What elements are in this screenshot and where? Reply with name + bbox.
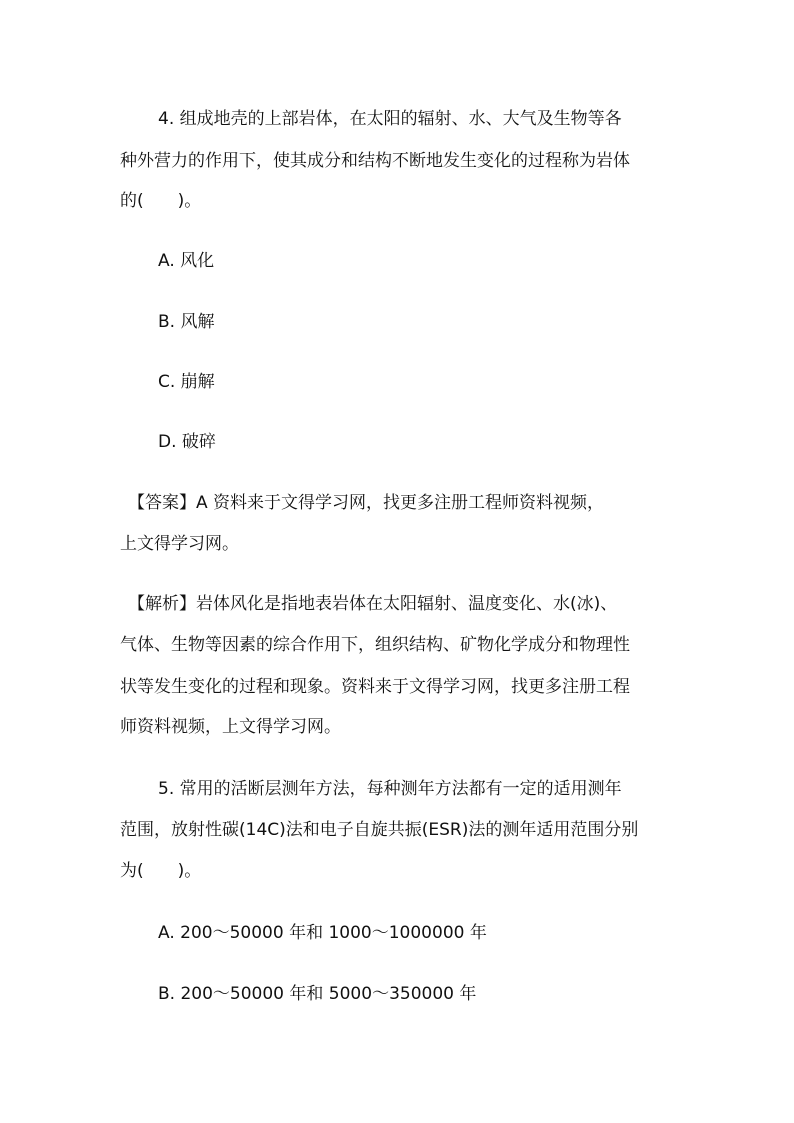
analysis-line-1: 【解析】岩体风化是指地表岩体在太阳辐射、温度变化、水(冰)、 bbox=[128, 594, 618, 614]
question-5-line-1: 5. 常用的活断层测年方法，每种测年方法都有一定的适用测年 bbox=[158, 779, 622, 799]
question-5-line-3: 为( )。 bbox=[120, 861, 202, 881]
question-5-option-a: A. 200～50000 年和 1000～1000000 年 bbox=[158, 923, 487, 943]
question-4-option-a: A. 风化 bbox=[158, 251, 215, 271]
question-4-option-d: D. 破碎 bbox=[158, 432, 216, 452]
question-5-line-2: 范围，放射性碳(14C)法和电子自旋共振(ESR)法的测年适用范围分别 bbox=[120, 820, 639, 840]
question-4-option-c: C. 崩解 bbox=[158, 372, 215, 392]
analysis-line-2: 气体、生物等因素的综合作用下，组织结构、矿物化学成分和物理性 bbox=[120, 635, 630, 655]
question-4-line-2: 种外营力的作用下，使其成分和结构不断地发生变化的过程称为岩体 bbox=[120, 151, 630, 171]
analysis-line-4: 师资料视频，上文得学习网。 bbox=[120, 717, 341, 737]
question-4-option-b: B. 风解 bbox=[158, 312, 215, 332]
answer-line-2: 上文得学习网。 bbox=[120, 534, 239, 554]
question-5-option-b: B. 200～50000 年和 5000～350000 年 bbox=[158, 984, 477, 1004]
analysis-line-3: 状等发生变化的过程和现象。资料来于文得学习网，找更多注册工程 bbox=[120, 677, 630, 697]
question-4-line-3: 的( )。 bbox=[120, 191, 202, 211]
question-4-line-1: 4. 组成地壳的上部岩体，在太阳的辐射、水、大气及生物等各 bbox=[158, 109, 622, 129]
answer-line-1: 【答案】A 资料来于文得学习网，找更多注册工程师资料视频， bbox=[128, 493, 605, 513]
